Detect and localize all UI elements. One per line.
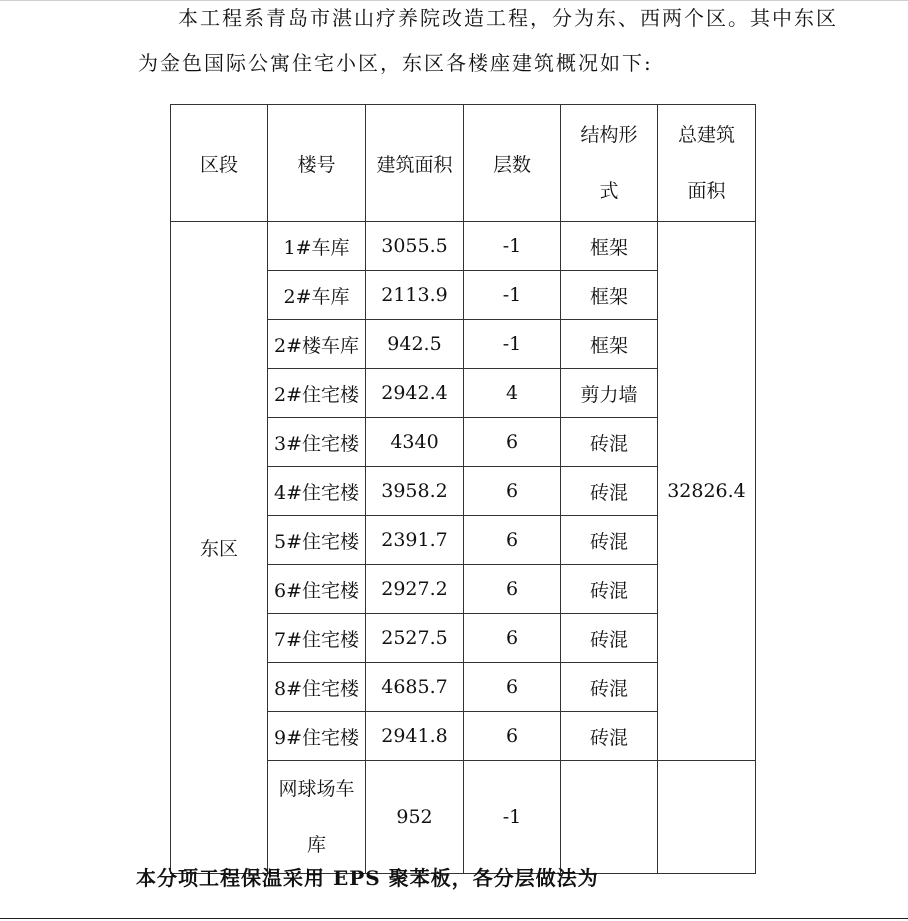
- header-structure-line-1: 结构形: [580, 124, 638, 146]
- floors-cell: 4: [464, 369, 561, 418]
- structure-cell: 框架: [561, 222, 658, 271]
- building-cell-line: 网球场车: [278, 778, 355, 800]
- structure-cell: 砖混: [561, 418, 658, 467]
- header-building: 楼号: [268, 105, 366, 222]
- structure-cell: 框架: [561, 320, 658, 369]
- header-area: 建筑面积: [366, 105, 464, 222]
- floors-cell: 6: [464, 614, 561, 663]
- total-area-empty-cell: [658, 761, 756, 874]
- building-cell: 2#住宅楼: [268, 369, 366, 418]
- building-cell: 5#住宅楼: [268, 516, 366, 565]
- area-cell: 2113.9: [366, 271, 464, 320]
- table-row: [171, 222, 756, 271]
- bottom-heading: 本分项工程保温采用 EPS 聚苯板，各分层做法为: [136, 866, 599, 890]
- area-cell: 2941.8: [366, 712, 464, 761]
- floors-cell: 6: [464, 712, 561, 761]
- area-cell: 942.5: [366, 320, 464, 369]
- top-rule: [0, 0, 908, 1]
- structure-cell: 砖混: [561, 663, 658, 712]
- section-cell: 东区: [171, 222, 268, 874]
- floors-cell: 6: [464, 467, 561, 516]
- area-cell: 3055.5: [366, 222, 464, 271]
- header-section: 区段: [171, 105, 268, 222]
- area-cell: 2942.4: [366, 369, 464, 418]
- floors-cell: -1: [464, 320, 561, 369]
- header-structure-line-2: 式: [599, 180, 619, 202]
- building-cell: 4#住宅楼: [268, 467, 366, 516]
- structure-cell: 剪力墙: [561, 369, 658, 418]
- building-cell: 7#住宅楼: [268, 614, 366, 663]
- structure-cell: 砖混: [561, 614, 658, 663]
- header-total-line-1: 总建筑: [677, 124, 735, 146]
- table-header-row: [171, 105, 756, 222]
- area-cell: 4685.7: [366, 663, 464, 712]
- structure-cell: 砖混: [561, 712, 658, 761]
- area-cell: 952: [366, 761, 464, 874]
- intro-line-2: 为金色国际公寓住宅小区，东区各楼座建筑概况如下:: [138, 51, 653, 75]
- building-cell: 9#住宅楼: [268, 712, 366, 761]
- building-cell: 1#车库: [268, 222, 366, 271]
- total-area-cell: 32826.4: [658, 222, 756, 761]
- floors-cell: 6: [464, 565, 561, 614]
- floors-cell: -1: [464, 271, 561, 320]
- floors-cell: 6: [464, 418, 561, 467]
- bottom-rule: [0, 918, 908, 919]
- building-cell: [268, 761, 366, 874]
- area-cell: 4340: [366, 418, 464, 467]
- floors-cell: -1: [464, 222, 561, 271]
- structure-cell: 砖混: [561, 516, 658, 565]
- building-cell: 8#住宅楼: [268, 663, 366, 712]
- header-structure: [561, 105, 658, 222]
- building-overview-table: [170, 104, 756, 874]
- area-cell: 2391.7: [366, 516, 464, 565]
- structure-cell: [561, 761, 658, 874]
- building-cell: 6#住宅楼: [268, 565, 366, 614]
- floors-cell: 6: [464, 516, 561, 565]
- area-cell: 2527.5: [366, 614, 464, 663]
- header-total-line-2: 面积: [687, 180, 726, 202]
- building-cell-line: 库: [306, 834, 326, 856]
- structure-cell: 框架: [561, 271, 658, 320]
- building-cell: 2#车库: [268, 271, 366, 320]
- header-floors: 层数: [464, 105, 561, 222]
- area-cell: 2927.2: [366, 565, 464, 614]
- building-cell: 2#楼车库: [268, 320, 366, 369]
- area-cell: 3958.2: [366, 467, 464, 516]
- building-cell: 3#住宅楼: [268, 418, 366, 467]
- floors-cell: 6: [464, 663, 561, 712]
- structure-cell: 砖混: [561, 565, 658, 614]
- floors-cell: -1: [464, 761, 561, 874]
- structure-cell: 砖混: [561, 467, 658, 516]
- header-total: [658, 105, 756, 222]
- intro-line-1: 本工程系青岛市湛山疗养院改造工程，分为东、西两个区。其中东区: [178, 6, 838, 30]
